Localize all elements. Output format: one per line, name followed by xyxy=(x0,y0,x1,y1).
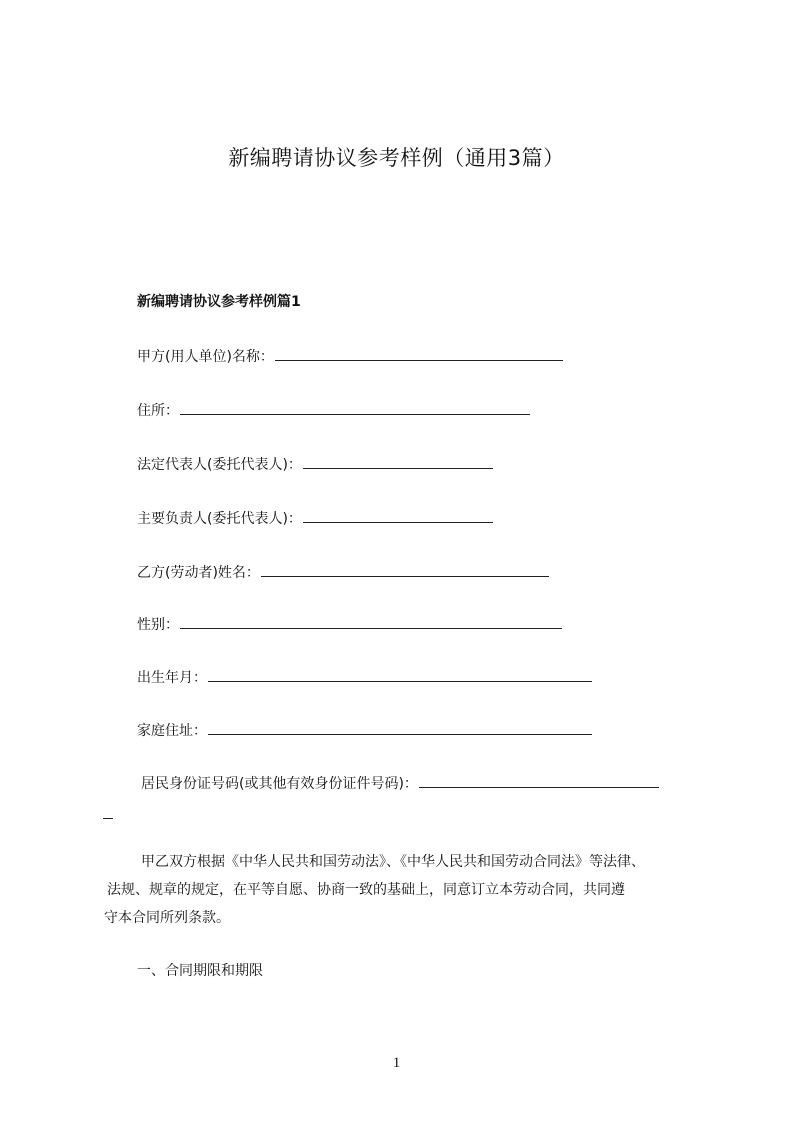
field-gender xyxy=(137,614,562,634)
fill-line xyxy=(419,773,659,788)
paragraph-line: 甲乙双方根据《中华人民共和国劳动法》、《中华人民共和国劳动合同法》等法律、 xyxy=(141,854,645,870)
section-title: 新编聘请协议参考样例篇1 xyxy=(137,294,301,310)
fill-line xyxy=(180,400,530,415)
field-legal-representative xyxy=(137,454,493,474)
fill-line xyxy=(303,508,493,523)
fill-line-continuation xyxy=(103,806,113,819)
document-title: 新编聘请协议参考样例（通用3篇） xyxy=(228,146,565,170)
field-employer-name xyxy=(137,346,563,366)
field-label: 住所： xyxy=(137,403,179,419)
field-label: 出生年月： xyxy=(137,670,207,686)
field-address xyxy=(137,400,530,420)
field-label: 乙方(劳动者)姓名： xyxy=(137,565,260,581)
fill-line xyxy=(303,454,493,469)
field-label: 居民身份证号码(或其他有效身份证件号码)： xyxy=(141,776,418,792)
fill-line xyxy=(275,346,563,361)
field-home-address xyxy=(137,720,592,740)
fill-line xyxy=(208,667,592,682)
field-employee-name xyxy=(137,562,549,582)
field-label: 主要负责人(委托代表人)： xyxy=(137,511,302,527)
field-principal xyxy=(137,508,493,528)
paragraph-line: 守本合同所列条款。 xyxy=(104,910,230,926)
field-label: 家庭住址： xyxy=(137,723,207,739)
fill-line xyxy=(208,720,592,735)
field-label: 法定代表人(委托代表人)： xyxy=(137,457,302,473)
page-number: 1 xyxy=(392,1055,401,1071)
field-label: 甲方(用人单位)名称： xyxy=(137,349,274,365)
paragraph-line: 法规、规章的规定，在平等自愿、协商一致的基础上，同意订立本劳动合同，共同遵 xyxy=(107,882,625,898)
fill-line xyxy=(261,562,549,577)
clause-heading: 一、合同期限和期限 xyxy=(137,963,263,979)
field-birth-date xyxy=(137,667,592,687)
field-id-number xyxy=(141,773,659,793)
fill-line xyxy=(180,614,562,629)
field-label: 性别： xyxy=(137,617,179,633)
